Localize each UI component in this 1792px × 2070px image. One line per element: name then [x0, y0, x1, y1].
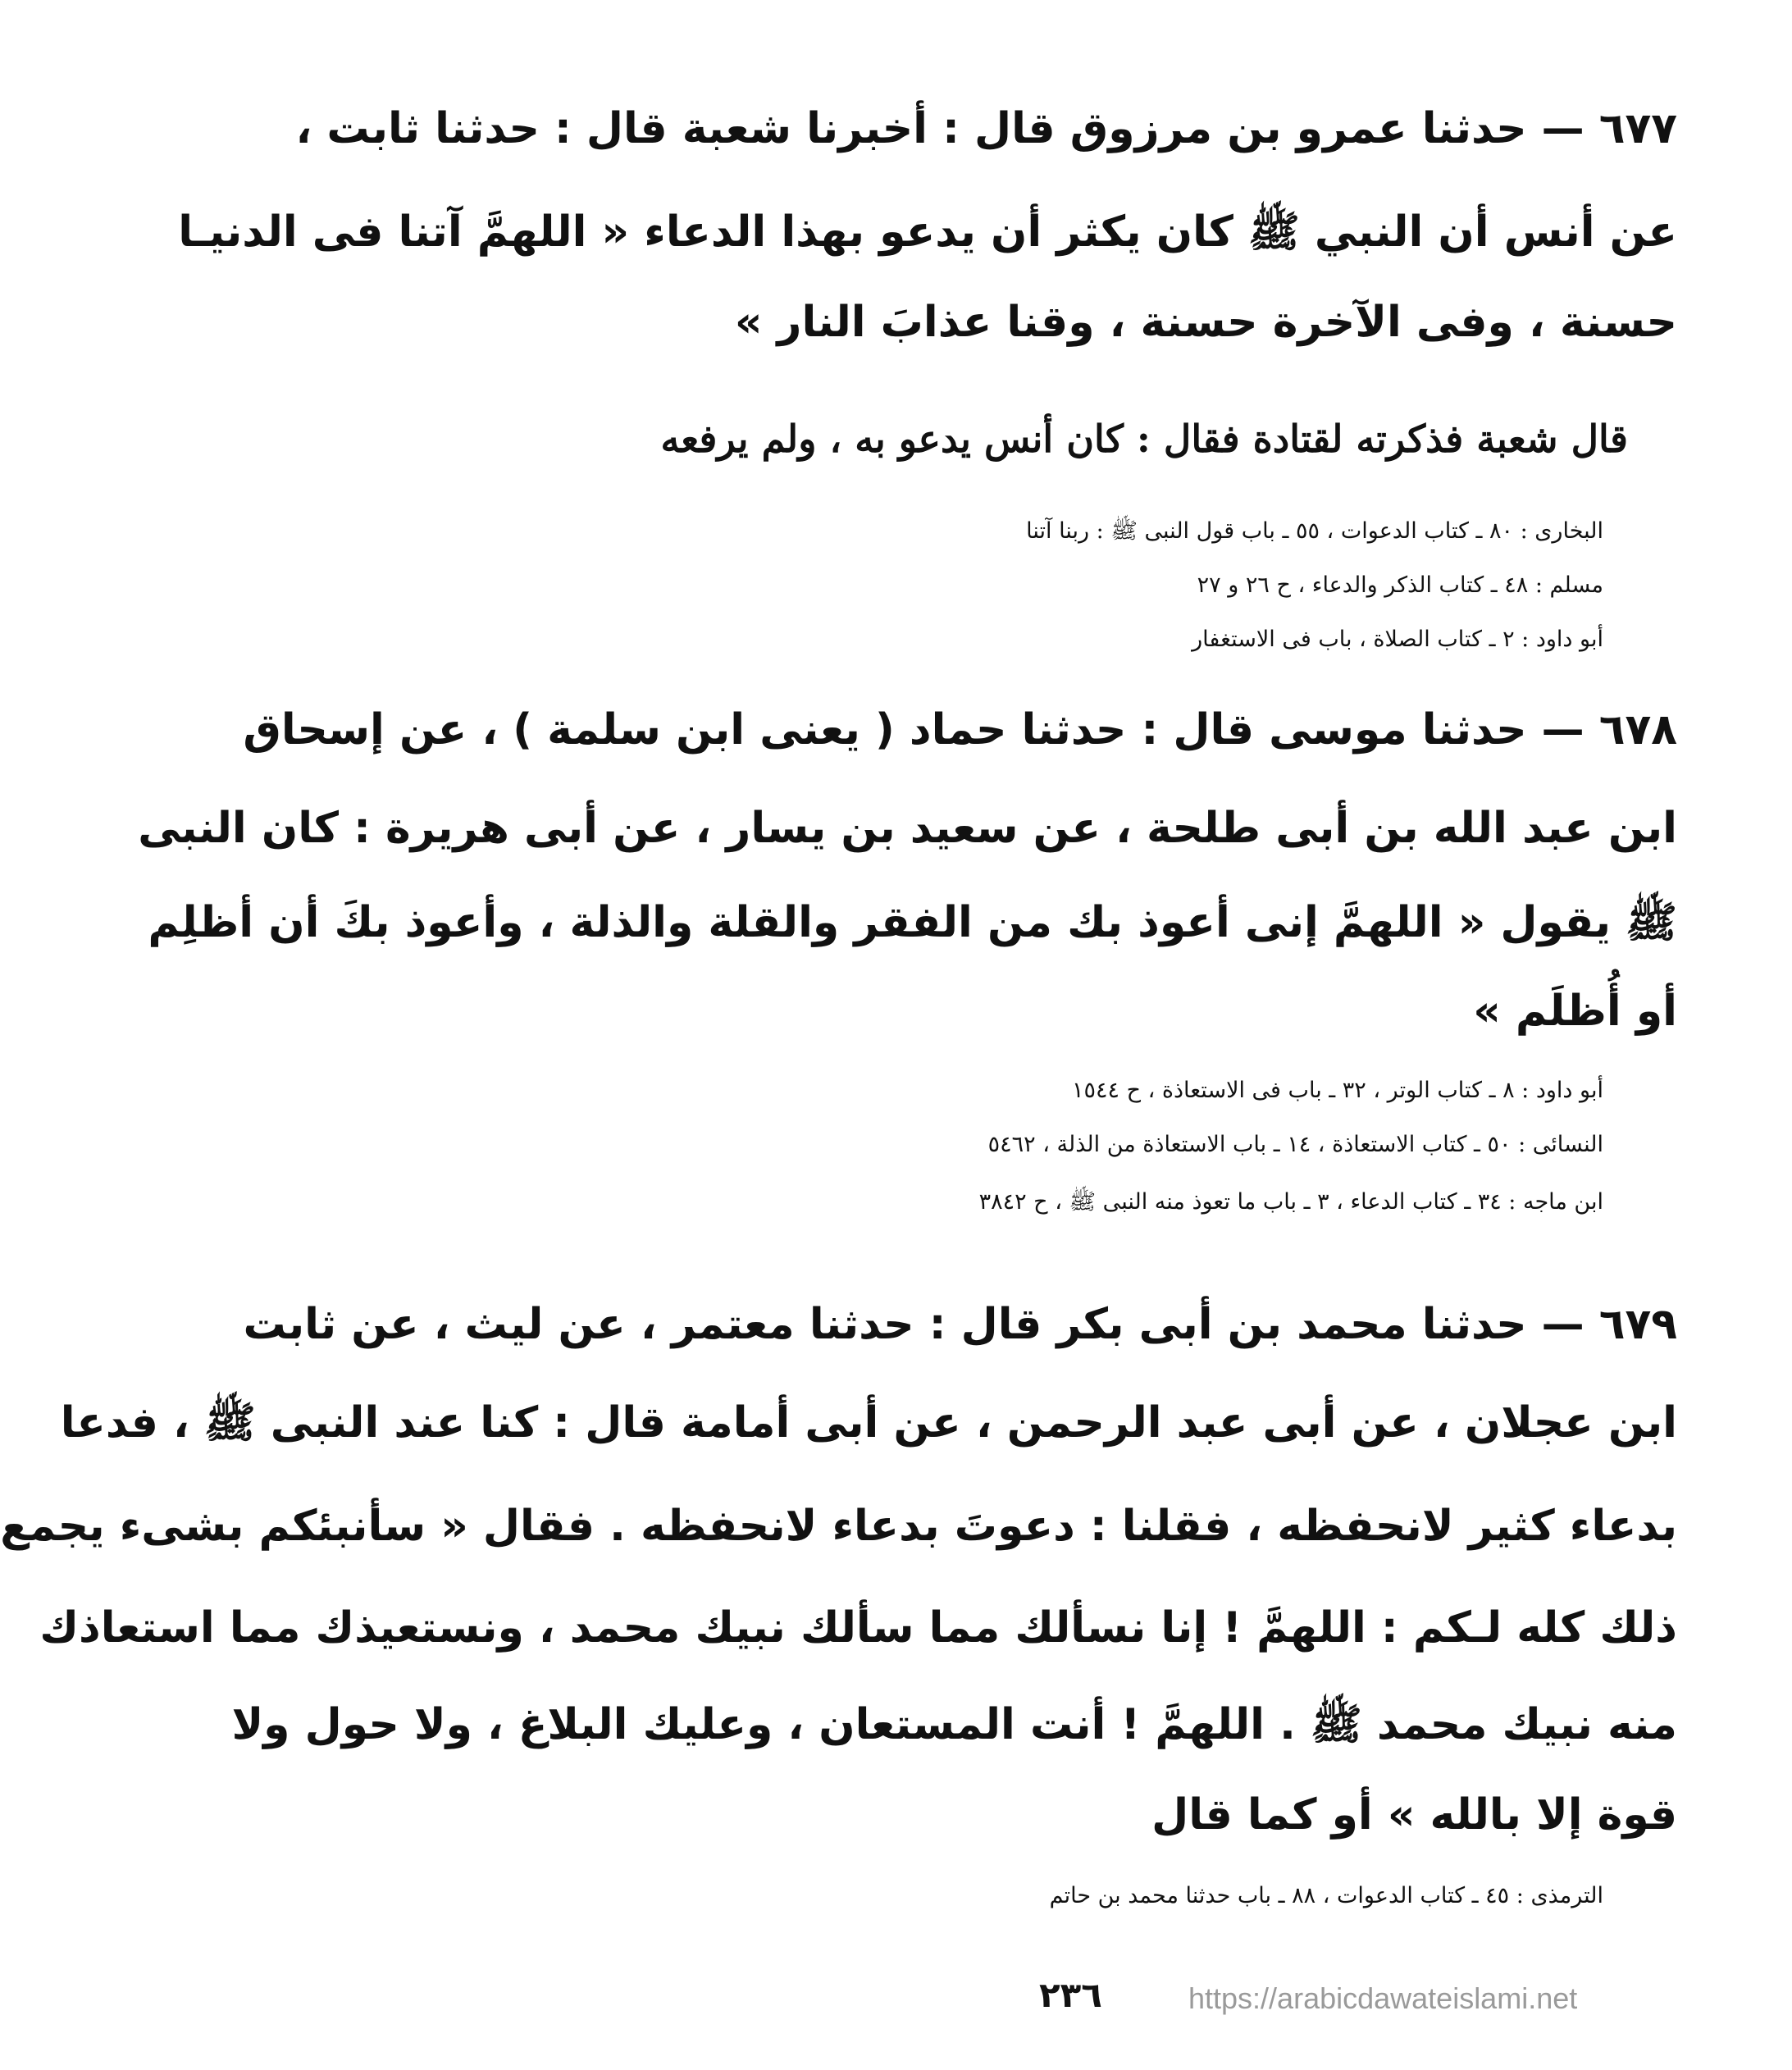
hadith-679-line-2: ابن عجلان ، عن أبى عبد الرحمن ، عن أبى أمامة قال : كنا عند النبى ﷺ ، فدعا [60, 1398, 1677, 1448]
hadith-679-line-5: منه نبيك محمد ﷺ . اللهمَّ ! أنت المستعان ، وعليك البلاغ ، ولا حول ولا [231, 1700, 1677, 1749]
hadith-677-line-3: حسنة ، وفى الآخرة حسنة ، وقنا عذابَ النار » [734, 298, 1677, 347]
page-number: ٢٣٦ [1039, 1975, 1102, 2015]
hadith-678-line-3: ﷺ يقول « اللهمَّ إنى أعوذ بك من الفقر والقلة والذلة ، وأعوذ بكَ أن أظلِم [148, 898, 1677, 947]
hadith-677-line-2: عن أنس أن النبي ﷺ كان يكثر أن يدعو بهذا الدعاء « اللهمَّ آتنا فى الدنيـا [178, 207, 1677, 257]
hadith-677-reference-2: مسلم : ٤٨ ـ كتاب الذكر والدعاء ، ح ٢٦ و ٢٧ [1197, 572, 1603, 598]
hadith-679-line-4: ذلك كله لـكم : اللهمَّ ! إنا نسألك مما سألك نبيك محمد ، ونستعيذك مما استعاذك [39, 1603, 1677, 1653]
hadith-678-reference-2: النسائى : ٥٠ ـ كتاب الاستعاذة ، ١٤ ـ باب الاستعاذة من الذلة ، ٥٤٦٢ [987, 1132, 1603, 1157]
hadith-677-line-1: ٦٧٧ — حدثنا عمرو بن مرزوق قال : أخبرنا شعبة قال : حدثنا ثابت ، [295, 104, 1677, 153]
hadith-677-reference-3: أبو داود : ٢ ـ كتاب الصلاة ، باب فى الاستغفار [1192, 627, 1603, 652]
hadith-679-reference-1: الترمذى : ٤٥ ـ كتاب الدعوات ، ٨٨ ـ باب حدثنا محمد بن حاتم [1049, 1883, 1603, 1908]
hadith-678-line-2: ابن عبد الله بن أبى طلحة ، عن سعيد بن يسار ، عن أبى هريرة : كان النبى [138, 804, 1677, 853]
hadith-678-line-4: أو أُظلَم » [1473, 987, 1677, 1036]
hadith-678-line-1: ٦٧٨ — حدثنا موسى قال : حدثنا حماد ( يعنى ابن سلمة ) ، عن إسحاق [243, 705, 1677, 755]
hadith-679-line-1: ٦٧٩ — حدثنا محمد بن أبى بكر قال : حدثنا معتمر ، عن ليث ، عن ثابت [243, 1300, 1677, 1349]
hadith-679-line-6: قوة إلا بالله » أو كما قال [1151, 1790, 1677, 1840]
hadith-677-reference-1: البخارى : ٨٠ ـ كتاب الدعوات ، ٥٥ ـ باب قول النبى ﷺ : ربنا آتنا [1026, 518, 1603, 544]
site-watermark: https://arabicdawateislami.net [1188, 1981, 1578, 2015]
hadith-677-commentary: قال شعبة فذكرته لقتادة فقال : كان أنس يدعو به ، ولم يرفعه [660, 417, 1628, 461]
hadith-678-reference-3: ابن ماجه : ٣٤ ـ كتاب الدعاء ، ٣ ـ باب ما تعوذ منه النبى ﷺ ، ح ٣٨٤٢ [978, 1189, 1603, 1215]
page-footer [375, 1975, 1792, 2040]
hadith-678-reference-1: أبو داود : ٨ ـ كتاب الوتر ، ٣٢ ـ باب فى الاستعاذة ، ح ١٥٤٤ [1071, 1078, 1603, 1103]
hadith-679-line-3: بدعاء كثير لانحفظه ، فقلنا : دعوتَ بدعاء لانحفظه . فقال « سأنبئكم بشىء يجمع [0, 1502, 1677, 1551]
